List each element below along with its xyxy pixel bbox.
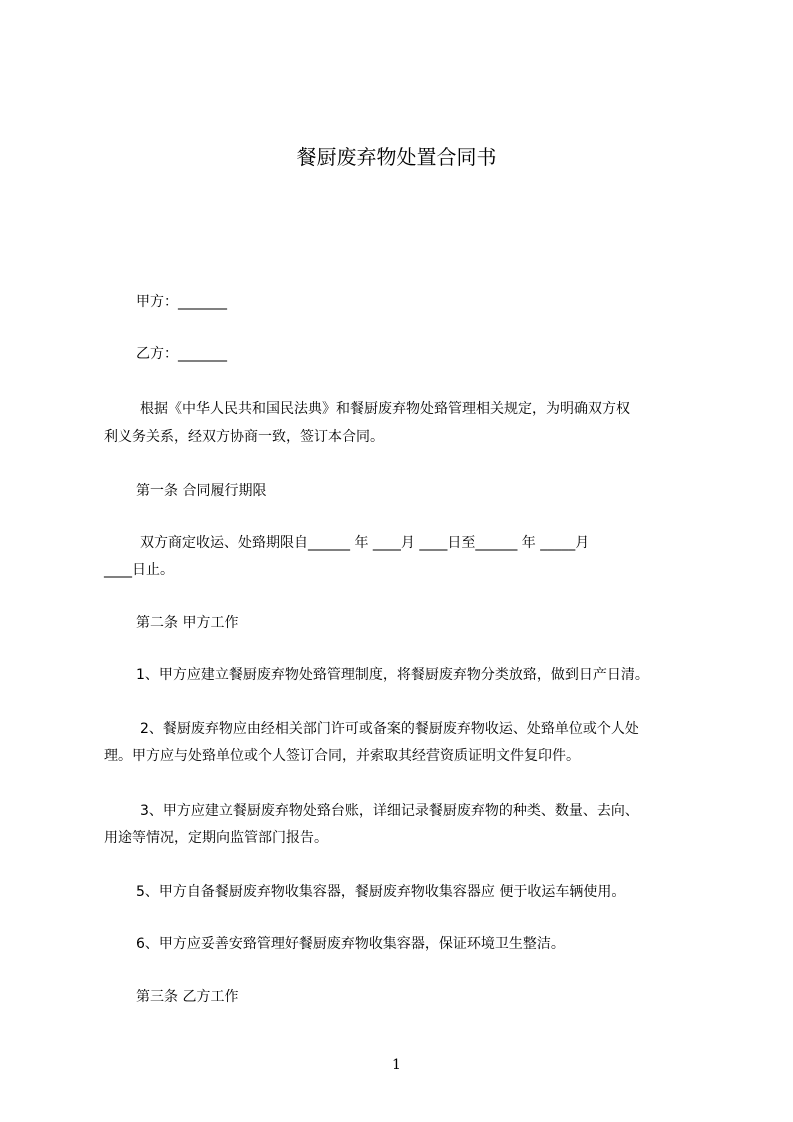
document-title: 餐厨废弃物处置合同书	[296, 145, 497, 169]
article1-heading: 第一条 合同履行期限	[136, 483, 267, 499]
article2-heading: 第二条 甲方工作	[136, 615, 239, 631]
party-a-line: 甲方：_______	[136, 294, 227, 310]
article2-item-2-line-1: 2、餐厨废弃物应由经相关部门许可或备案的餐厨废弃物收运、处臵单位或个人处	[140, 721, 639, 737]
article2-item-3-line-2: 用途等情况，定期向监管部门报告。	[104, 830, 328, 846]
article1-line-1: 双方商定收运、处臵期限自______ 年 ____月 ____日至______ 年 _____月	[140, 535, 590, 551]
article2-item-2-line-2: 理。甲方应与处臵单位或个人签订合同，并索取其经营资质证明文件复印件。	[104, 748, 580, 764]
article2-item-3-line-1: 3、甲方应建立餐厨废弃物处臵台账，详细记录餐厨废弃物的种类、数量、去向、	[140, 803, 639, 819]
article2-item-6: 6、甲方应妥善安臵管理好餐厨废弃物收集容器，保证环境卫生整洁。	[136, 936, 565, 952]
article2-item-5: 5、甲方自备餐厨废弃物收集容器，餐厨废弃物收集容器应 便于收运车辆使用。	[136, 884, 626, 900]
intro-line-1: 根据《中华人民共和国民法典》和餐厨废弃物处臵管理相关规定，为明确双方权	[140, 401, 630, 417]
article1-line-2: ____日止。	[104, 562, 174, 578]
article3-heading: 第三条 乙方工作	[136, 989, 239, 1005]
article2-item-1: 1、甲方应建立餐厨废弃物处臵管理制度，将餐厨废弃物分类放臵，做到日产日清。	[136, 667, 649, 683]
page-number: 1	[392, 1057, 401, 1073]
party-b-line: 乙方：_______	[136, 346, 227, 362]
intro-line-2: 利义务关系，经双方协商一致，签订本合同。	[104, 429, 384, 445]
